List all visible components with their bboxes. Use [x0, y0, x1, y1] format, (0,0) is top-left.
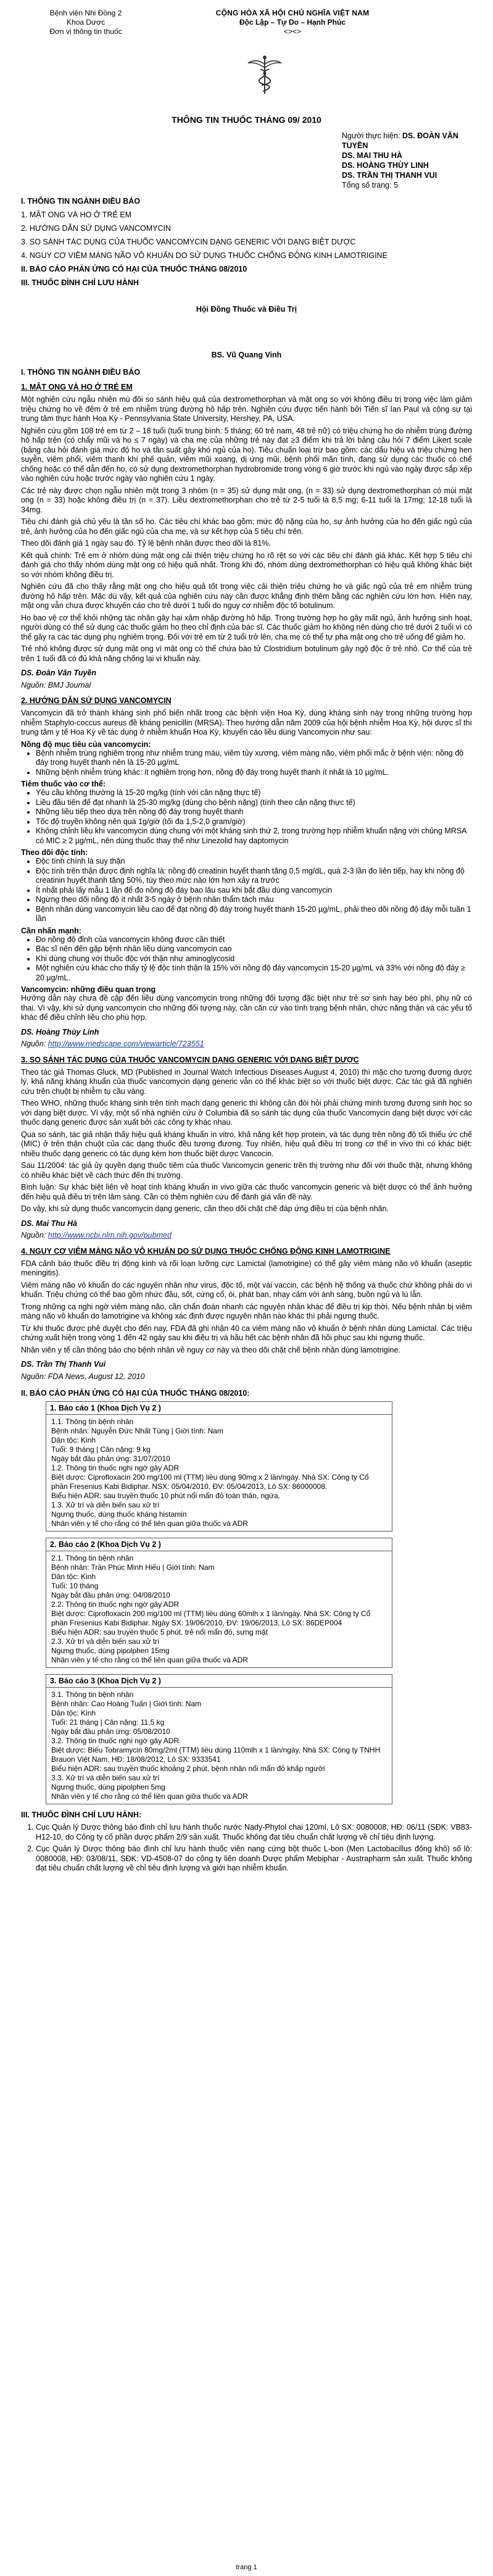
paragraph: Viêm màng não vô khuẩn do các nguyên nhân như virus, độc tố, một vài vaccin, các bệnh hệ thống và thuốc chứ không phải do vi khuẩn. Triệu chứng có thể bao gồm nhức đầu, sốt, cứng cổ, ói, phát ban, nhạy cảm với ánh sáng, buồn ngủ và lú lẫn. — [21, 1280, 472, 1299]
paragraph: Theo tác giả Thomas Gluck, MD (Published in Journal Watch Infectious Diseases August 4, 2010) thì mặc cho tương đương dược lý, khả năng kháng khuẩn của thuốc vancomycin dạng generic vẫn có thể khác biệt so với thuốc biệt dược. Các tác giả đã nghiên cứu trên chuột bị nhiễm tụ cầu vàng. — [21, 1067, 472, 1096]
adr-line: 1.2. Thông tin thuốc nghi ngờ gây ADR — [51, 1464, 180, 1472]
unit-name: Đơn vị thông tin thuốc — [49, 27, 122, 36]
adr-line: 3.2. Thông tin thuốc nghi ngờ gây ADR — [51, 1736, 180, 1745]
adr-line: Tuổi: 21 tháng | Cân nặng: 11,5 kg — [51, 1718, 165, 1727]
adr-line: Ngưng thuốc, dùng thuốc kháng histamin — [51, 1510, 187, 1519]
list-item: • Bác sĩ nên đến gặp bệnh nhân liều dùng vancomycin cao — [36, 944, 472, 954]
withdrawn-drugs-list — [21, 1823, 472, 1874]
adr-report-body — [46, 1551, 392, 1667]
adr-line: Biệt dược: Biếu Tobramycin 80mg/2ml (TTM) liều dùng 110mlh x 1 lần/ngày. Nhà SX: Công ty TNHH Brauon Việt Nam, HĐ: 18/08/2012, Lô SX: 9333541 — [51, 1746, 381, 1764]
adr-report-card — [46, 1401, 392, 1532]
list-item: 2. Cục Quản lý Dược thông báo đình chỉ lưu hành thuốc viên nang cứng bột thuốc L-bon (Men Lactobacillus đông khô) số lô: 0080008, HĐ: 03/08/11, SĐK: VD-4508-07 do công ty liên doanh Dược phẩm Mebiphar - Austrapharm sản xuất. Thuốc không đạt tiêu chuẩn chất lượng về chỉ tiêu định lượng và giới hạn nhiễm khuẩn. — [36, 1844, 472, 1874]
adr-report-title: 1. Báo cáo 1 (Khoa Dịch Vụ 2 ) — [46, 1402, 392, 1415]
adr-report-body — [46, 1415, 392, 1531]
national-header — [200, 9, 385, 36]
paragraph: Các trẻ này được chọn ngẫu nhiên một trong 3 nhóm (n = 35) sử dụng mật ong, (n = 33) sử dụng dextromethorphan có mùi mật ong (n = 33) hoặc không điều trị (n = 37). Liều dextromethorphan cho trẻ từ 2-5 tuổi là 8,5 mg; 6-11 tuổi là 17mg; 12-18 tuổi là 34mg. — [21, 486, 472, 514]
adr-line: Dân tộc: Kinh — [51, 1572, 96, 1581]
adr-line: 2.1. Thông tin bệnh nhân — [51, 1554, 134, 1562]
author-name: DS. MAI THU HÀ — [342, 151, 402, 160]
subheading: Theo dõi độc tính: — [21, 848, 88, 857]
paragraph: Sau 11/2004: tác giả ủy quyền dạng thuốc tiêm của thuốc Vancomycin generic trên thị trường như đối với thuốc thật, nhưng không có nhiều khác biệt về cách thức đến thị trường. — [21, 1161, 472, 1180]
bullet-list — [21, 749, 472, 778]
author-name: DS. HOÀNG THÙY LINH — [342, 161, 429, 170]
list-item: • Đo nồng độ đỉnh của vancomycin không được cần thiết — [36, 935, 472, 945]
adr-line: Ngưng thuốc, dùng pipolphen 5mg — [51, 1783, 165, 1791]
adr-line: 1.1. Thông tin bệnh nhân — [51, 1417, 134, 1426]
article-title: 3. SO SÁNH TÁC DỤNG CỦA THUỐC VANCOMYCIN DẠNG GENERIC VỚI DẠNG BIỆT DƯỢC — [21, 1055, 359, 1064]
adr-report-title: 3. Báo cáo 3 (Khoa Dịch Vụ 2 ) — [46, 1675, 392, 1688]
list-item: • Liều đầu tiên để đạt nhanh là 25-30 mg/kg (dùng cho bệnh nặng) (tính theo cân nặng thực tế) — [36, 798, 472, 808]
adr-report-card — [46, 1674, 392, 1804]
paragraph: Trong những ca nghi ngờ viêm màng não, cần chẩn đoán nhanh các nguyên nhân khác để điều trị kịp thời. Nếu bệnh nhân bị viêm màng não vô khuẩn do lamotrigine và không xác định được nguyên nhân nào khác thì phải ngưng thuốc. — [21, 1302, 472, 1320]
bullet-list — [21, 788, 472, 846]
list-item: • Không chỉnh liều khi vancomycin dùng chung với một kháng sinh thứ 2, trong trường hợp nhiễm khuẩn nặng với chủng MRSA có MIC ≥ 2 µg/mL, nên dùng thuốc thay thế như Linezolid hay daptomycin — [36, 827, 472, 846]
article-source — [21, 1231, 472, 1241]
list-item: • Độc tính trên thận được định nghĩa là: nồng độ creatinin huyết thanh tăng 0,5 mg/dL, quá 2-3 lần đo liên tiếp, hay khi nồng độ creatinin huyết thanh tăng 50%, tùy theo mức nào lớn hơn xảy ra trước — [36, 867, 472, 886]
adr-line: Tuổi: 9 tháng | Cân nặng: 9 kg — [51, 1445, 151, 1454]
toc-section-heading: I. THÔNG TIN NGÀNH ĐIỀU BÁO — [21, 197, 141, 206]
paragraph: Qua so sánh, tác giả nhận thấy hiệu quả kháng khuẩn in vitro, khả năng kết hợp protein, và tác dụng trên nồng độ tối thiểu ức chế (MIC) ở trên thận chuột của các dạng thuốc đều tương đương. Tuy nhiên, hiệu quả điều trị trong cơ thể in vivo thì có khác biệt: nhiều thuốc dạng generic có tác dụng kém hơn thuốc biệt dược Vancocin. — [21, 1130, 472, 1158]
adr-report-body — [46, 1688, 392, 1804]
paragraph: Ho bao vệ cơ thể khỏi những tác nhân gây hại xâm nhập đường hô hấp. Trong trường hợp ho gây mất ngủ, ảnh hưởng sinh hoạt, người dùng có thể sử dụng các thuốc giảm ho theo chỉ định của bác sĩ. Các thuốc giảm ho không nên dùng cho trẻ dưới 2 tuổi vì có thể gây ra các tác dụng phụ nghiêm trọng. Đối với trẻ em từ 2 tuổi trở lên, cha mẹ có thể tự pha mật ong cho trẻ uống để giảm ho. — [21, 613, 472, 641]
adr-line: Nhân viên y tế cho rằng có thể liên quan giữa thuốc và ADR — [51, 1792, 248, 1801]
article-source — [21, 681, 472, 691]
paragraph: Theo WHO, những thuốc kháng sinh trên tính mạch dạng generic thì không cần đòi hỏi phải chứng minh tương đương sinh học so với dạng biệt dược. Vì vậy, một số nhà nghiên cứu ở Columbia đã so sánh tác dụng của thuốc Vancomycin dạng biệt dược với các thuốc dạng generic được sản xuất bởi các công ty khác nhau. — [21, 1099, 472, 1127]
paragraph: Từ khi thuốc được phê duyệt cho đến nay, FDA đã ghi nhận 40 ca viêm màng não vô khuẩn ở bệnh nhân dùng Lamictal. Các triệu chứng xuất hiện trong vòng 1 đến 42 ngày sau khi điều trị và hầu hết các bệnh nhân đã hồi phục sau khi ngưng thuốc. — [21, 1323, 472, 1342]
page-count: Tổng số trang: 5 — [342, 181, 399, 190]
bullet-list — [21, 935, 472, 983]
list-item: • Ngừng theo dõi nồng độ ít nhất 3-5 ngày ở bệnh nhân thẩm tách máu — [36, 895, 472, 905]
paragraph: Hướng dẫn này chưa đề cập đến liều dùng vancomycin trong những đối tượng đặc biệt như trẻ sơ sinh hay béo phì, phụ nữ có thai. Vì vậy, khi sử dụng vancomycin cho những đối tượng này, cần căn cứ vào tình trạng bệnh nhân, chức năng thận và các yếu tố khác để điều chỉnh liều cho phù hợp. — [21, 994, 472, 1022]
list-item: • Yêu cầu không thường là 15-20 mg/kg (tính với cân nặng thực tế) — [36, 788, 472, 798]
list-item: • Bệnh nhân dùng vancomycin liều cao để đạt nồng độ đáy trong huyết thanh 15-20 µg/mL, phải theo dõi nồng độ đáy mỗi tuần 1 lần — [36, 905, 472, 924]
hospital-header — [21, 9, 151, 36]
adr-line: Dân tộc: Kinh — [51, 1436, 96, 1444]
paragraph: Theo dõi đánh giá 1 ngày sau đó. Tỷ lệ bệnh nhân được theo dõi là 81%. — [21, 539, 271, 548]
adr-line: Biểu hiện ADR: sau truyền thuốc khoảng 2 phút, bệnh nhân nổi mẩn đỏ khắp người — [51, 1764, 325, 1773]
adr-line: Bệnh nhân: Trần Phúc Minh Hiếu | Giới tính: Nam — [51, 1563, 215, 1572]
adr-line: 1.3. Xử trí và diễn biến sau xử trí — [51, 1501, 160, 1509]
adr-line: Nhân viên y tế cho rằng có thể liên quan giữa thuốc và ADR — [51, 1519, 248, 1528]
bulletin-title: THÔNG TIN THUỐC THÁNG 09/ 2010 — [172, 115, 321, 125]
adr-line: Tuổi: 10 tháng — [51, 1582, 99, 1590]
adr-line: Ngày bắt đầu phản ứng: 04/08/2010 — [51, 1591, 170, 1599]
source-link[interactable]: http://www.ncbi.nlm.nih.gov/pubmed — [48, 1231, 172, 1240]
adr-line: 2.3. Xử trí và diễn biến sau xử trí — [51, 1637, 160, 1646]
list-item: • Khi dùng chung với thuốc độc với thận như aminoglycosid — [36, 954, 472, 964]
article-author: DS. Trần Thị Thanh Vui — [21, 1360, 106, 1369]
adr-line: Ngưng thuốc, dùng pipolphen 15mg — [51, 1646, 170, 1655]
adr-line: Biệt dược: Ciprofloxacin 200 mg/100 ml (TTM) liều dùng 90mg x 2 lần/ngày. Nhà SX: Công ty Cổ phần Fresenius Kabi Bidiphar. NSX: 05/04/2010, ĐV: 05/04/2013, Lô SX: 86000008. — [51, 1473, 369, 1491]
adr-line: Dân tộc: Kinh — [51, 1709, 96, 1717]
list-item: • Những bệnh nhiễm trùng khác: ít nghiêm trọng hơn, nồng độ đáy trong huyết thanh ít nhất là 10 µg/mL. — [36, 768, 472, 778]
adr-line: Ngày bắt đầu phản ứng: 31/07/2010 — [51, 1454, 170, 1463]
adr-line: Biệt dược: Ciprofloxacin 200 mg/100 ml (TTM) liều dùng 60mlh x 1 lần/ngày. Nhà SX: Công ty Cổ phần Fresenius Kabi Bidiphar. Ngày SX: 19/06/2010, ĐV: 19/06/2013, Lô SX: 86DEP004 — [51, 1609, 371, 1627]
author-name: DS. ĐOÀN VĂN TUYỀN — [342, 131, 458, 150]
adr-report-title: 2. Báo cáo 2 (Khoa Dịch Vụ 2 ) — [46, 1538, 392, 1551]
source-label: Nguồn: — [21, 1040, 46, 1048]
paragraph: FDA cảnh báo thuốc điều trị động kinh và rối loạn lưỡng cực Lamictal (lamotrigine) có thể gây viêm màng não vô khuẩn (aseptic meningitis). — [21, 1259, 472, 1277]
source-label: Nguồn: — [21, 1372, 46, 1381]
toc-section-heading: II. BÁO CÁO PHẢN ỨNG CÓ HẠI CỦA THUỐC THÁNG 08/2010 — [21, 265, 247, 273]
toc-item: 2. HƯỚNG DẪN SỬ DỤNG VANCOMYCIN — [21, 224, 171, 233]
subheading: Nồng độ mục tiêu của vancomycin: — [21, 740, 151, 749]
adr-line: Ngày bắt đầu phản ứng: 05/08/2010 — [51, 1727, 170, 1736]
article-source — [21, 1372, 472, 1382]
list-item: • Ít nhất phải lấy mẫu 1 lần để đo nồng độ đáy bao lâu sau khi bắt đầu dùng vancomycin — [36, 886, 472, 896]
hospital-name: Bệnh viện Nhi Đồng 2 — [49, 9, 122, 17]
source-label: Nguồn: — [21, 1231, 46, 1240]
adr-line: 3.1. Thông tin bệnh nhân — [51, 1690, 134, 1699]
toc-section-heading: III. THUỐC ĐÌNH CHỈ LƯU HÀNH — [21, 278, 139, 287]
paragraph: Một nghiên cứu ngẫu nhiên mù đôi so sánh hiệu quả của dextromethorphan và mật ong so với không điều trị trong việc làm giảm triệu chứng ho về đêm ở trẻ em nhiễm trùng đường hô hấp trên. Nghiên cứu được tiến hành bởi Tiến sĩ Ian Paul và cộng sự tại trung tâm thực hành Hoa Kỳ - Pennsylvania State University, Hershey, PA, USA. — [21, 395, 472, 423]
subheading: Vancomycin: những điều quan trọng — [21, 985, 156, 994]
author-name: DS. TRẦN THỊ THANH VUI — [342, 171, 437, 180]
toc-item: 4. NGUY CƠ VIÊM MÀNG NÃO VÔ KHUẨN DO SỬ DỤNG THUỐC CHỐNG ĐỘNG KINH LAMOTRIGINE — [21, 251, 387, 260]
source-text: FDA News, August 12, 2010 — [48, 1372, 145, 1381]
article-author: DS. Đoàn Văn Tuyền — [21, 669, 97, 677]
toc-item: 1. MẬT ONG VÀ HO Ở TRẺ EM — [21, 210, 132, 219]
paragraph: Nhân viên y tế cần thông báo cho bệnh nhân về nguy cơ này và theo dõi chặt chẽ bệnh nhân dùng lamotrigine. — [21, 1345, 400, 1354]
adr-line: Bệnh nhân: Nguyễn Đức Nhất Tùng | Giới tính: Nam — [51, 1427, 223, 1435]
adr-line: 3.3. Xử trí và diễn biến sau xử trí — [51, 1774, 160, 1782]
caduceus-logo-icon — [243, 53, 286, 96]
adr-report-card — [46, 1538, 392, 1668]
national-motto: Độc Lập – Tự Do – Hạnh Phúc — [239, 18, 346, 27]
authors-block — [342, 131, 472, 190]
adr-line: Nhân viên y tế cho rằng có thể liên quan giữa thuốc và ADR — [51, 1656, 248, 1664]
authors-label: Người thực hiện: — [342, 131, 400, 140]
list-item: • Độc tính chính là suy thận — [36, 857, 472, 867]
paragraph: Kết quả chính: Trẻ em ở nhóm dùng mật ong cải thiện triệu chứng ho rõ rệt so với các tiêu chí đánh giá khác. Kết hợp 5 tiêu chí đánh giá cho thấy nhóm dùng mật ong có hiệu quả nhất. Trong khi đó, nhóm dùng dextromethorphan có hiệu quả không khác biệt so với nhóm không điều trị. — [21, 551, 472, 579]
paragraph: Vancomycin đã trở thành kháng sinh phổ biến nhất trong các bệnh viện Hoa Kỳ, dùng kháng sinh này trong những trường hợp nhiễm Staphylo-coccus aureus đề kháng penicillin (MRSA). Theo hướng dẫn năm 2009 của hội bệnh nhiễm Hoa Kỳ, hội dược sĩ thì trung tâm y tế Hoa Kỳ về tác dụng ở nhiễm khuẩn Hoa Kỳ, khuyến cáo liều dùng Vancomycin như sau: — [21, 709, 472, 736]
country-name: CỘNG HÒA XÃ HỘI CHỦ NGHĨA VIỆT NAM — [215, 9, 370, 17]
paragraph: Tiêu chí đánh giá chủ yếu là tần số ho. Các tiêu chí khác bao gồm: mức độ nặng của ho, sự ảnh hưởng của ho đến giấc ngủ của trẻ, ảnh hưởng của ho đến giấc ngủ của cha mẹ, và sự kết hợp của 5 tiêu chí trên. — [21, 517, 472, 536]
article-title: 2. HƯỚNG DẪN SỬ DỤNG VANCOMYCIN — [21, 696, 172, 705]
section-heading: II. BÁO CÁO PHẢN ỨNG CÓ HẠI CỦA THUỐC THÁNG 08/2010: — [21, 1389, 250, 1398]
paragraph: Nghiên cứu đã cho thấy rằng mật ong cho hiệu quả tốt trong việc cải thiện triệu chứng ho và giấc ngủ của trẻ em nhiễm trùng đường hô hấp trên. Mặc dù vậy, kết quả của nghiên cứu này cần được khẳng định thêm bằng các nghiên cứu lớn hơn. Hiện nay, mật ong vẫn chưa được khuyến cáo cho trẻ dưới 1 tuổi do nguy cơ nhiễm độc tố botulinum. — [21, 582, 472, 610]
bullet-list — [21, 857, 472, 924]
subheading: Tiêm thuốc vào cơ thể: — [21, 780, 106, 788]
paragraph: Bình luận: Sự khác biệt liên về hoạt tính kháng khuẩn in vivo giữa các thuốc vancomycin generic và biệt dược có thể ảnh hưởng đến hiệu quả điều trị trên lâm sàng. Cần có thêm nghiên cứu để đánh giá vấn đề này. — [21, 1183, 472, 1201]
source-label: Nguồn: — [21, 680, 46, 690]
article-title: 1. MẬT ONG VÀ HO Ở TRẺ EM — [21, 383, 133, 391]
article-source — [21, 1040, 472, 1049]
source-link[interactable]: http://www.medscape.com/viewarticle/723551 — [48, 1040, 204, 1048]
list-item: 1. Cục Quản lý Dược thông báo đình chỉ lưu hành thuốc nước Nady-Phytol chai 120ml, Lô SX: 0080008, HĐ: 06/11 (SĐK: VB83-H12-10, do Công ty cổ phần dược phẩm 2/9 sản xuất. Thuốc không đạt tiêu chuẩn chất lượng về chỉ tiêu định lượng. — [36, 1823, 472, 1842]
adr-line: Bệnh nhân: Cao Hoàng Tuấn | Giới tính: Nam — [51, 1699, 202, 1708]
section-heading: III. THUỐC ĐÌNH CHỈ LƯU HÀNH: — [21, 1811, 142, 1819]
list-item: • Bệnh nhiễm trùng nghiêm trọng như nhiễm trùng máu, viêm tủy xương, viêm màng não, viêm phổi mắc ở bệnh viện: nồng độ đáy trong huyết thanh nên là 15-20 µg/mL — [36, 749, 472, 768]
department-name: Khoa Dược — [67, 18, 105, 27]
toc-item: 3. SO SÁNH TÁC DỤNG CỦA THUỐC VANCOMYCIN DẠNG GENERIC VỚI DẠNG BIỆT DƯỢC — [21, 238, 356, 246]
source-text: BMJ Journal — [48, 680, 91, 690]
subheading: Cần nhấn mạnh: — [21, 926, 81, 935]
signer-name: BS. Vũ Quang Vinh — [211, 351, 282, 359]
article-author: DS. Mai Thu Hà — [21, 1219, 77, 1228]
page-footer: trang 1 — [236, 2564, 257, 2571]
paragraph: Nghiên cứu gồm 108 trẻ em từ 2 – 18 tuổi (tuổi trung bình: 5 tháng; 60 trẻ nam, 48 trẻ nữ) có triệu chứng ho do nhiễm trùng đường hô hấp trên (có chẩy mũi và ho ≤ 7 ngày) và cha mẹ của những trẻ này đạt ≥3 điểm khi trả lời bảng câu hỏi 7 điểm Likert scale (bảng câu hỏi đánh giá mức độ ho và tần suất gây khó ngủ của ho). Tiêu chuẩn loại trừ bao gồm: các dấu hiệu và triệu chứng hen suyễn, viêm phổi, viêm thanh khí phế quản, viêm mũi xoang, dị ứng mũi, bệnh phổi mãn tính, đang sử dụng các thuốc có chế chống hoặc có thể dẫn đến ho, có sử dụng dextromethorphan hydrobromide trong vòng 6 giờ trước khi ngủ vào ngày được sắp xếp vào nghiên cứu hoặc trước ngày vào nghiên cứu 1 ngày. — [21, 426, 472, 483]
section-heading: I. THÔNG TIN NGÀNH ĐIỀU BÁO — [21, 368, 141, 377]
motto-ornament: <><> — [283, 27, 302, 36]
list-item: • Tốc độ truyền không nên quá 1g/giờ (tối đa 1,5-2,0 gram/giờ) — [36, 817, 472, 827]
article-title: 4. NGUY CƠ VIÊM MÀNG NÃO VÔ KHUẨN DO SỬ DỤNG THUỐC CHỐNG ĐỘNG KINH LAMOTRIGINE — [21, 1246, 391, 1256]
list-item: • Những liều tiếp theo dựa trên nồng độ đáy trong huyết thanh — [36, 807, 472, 817]
adr-line: Biểu hiện ADR: sau truyền thuốc 5 phút, trẻ nổi mẩn đỏ, sưng mặt — [51, 1628, 268, 1636]
table-of-contents — [21, 196, 472, 288]
article-author: DS. Hoàng Thùy Linh — [21, 1027, 99, 1036]
adr-line: 2.2. Thông tin thuốc nghi ngờ gây ADR — [51, 1600, 180, 1609]
paragraph: Do vậy, khi sử dụng thuốc vancomycin dạng generic, cần theo dõi chặt chẽ đáp ứng điều trị của bệnh nhân. — [21, 1204, 389, 1213]
paragraph: Trẻ nhỏ không được sử dụng mật ong vì mật ong có thể chứa bào tử Clostridium botulinum gây ngộ độc ở trẻ nhỏ. Cơ thể của trẻ trên 1 tuổi đã có đủ khả năng chống lại vi khuẩn này. — [21, 644, 472, 663]
adr-line: Biểu hiện ADR: sau truyền thuốc 10 phút nổi mẩn đỏ toàn thân, ngứa. — [51, 1491, 280, 1500]
document-header — [21, 9, 472, 83]
council-name: Hội Đồng Thuốc và Điều Trị — [196, 305, 297, 314]
list-item: • Một nghiên cứu khác cho thấy tỷ lệ độc tính thận là 15% với nồng độ đáy vancomycin 15-20 µg/mL và 33% với nồng độ đáy ≥ 20 µg/mL. — [36, 964, 472, 983]
